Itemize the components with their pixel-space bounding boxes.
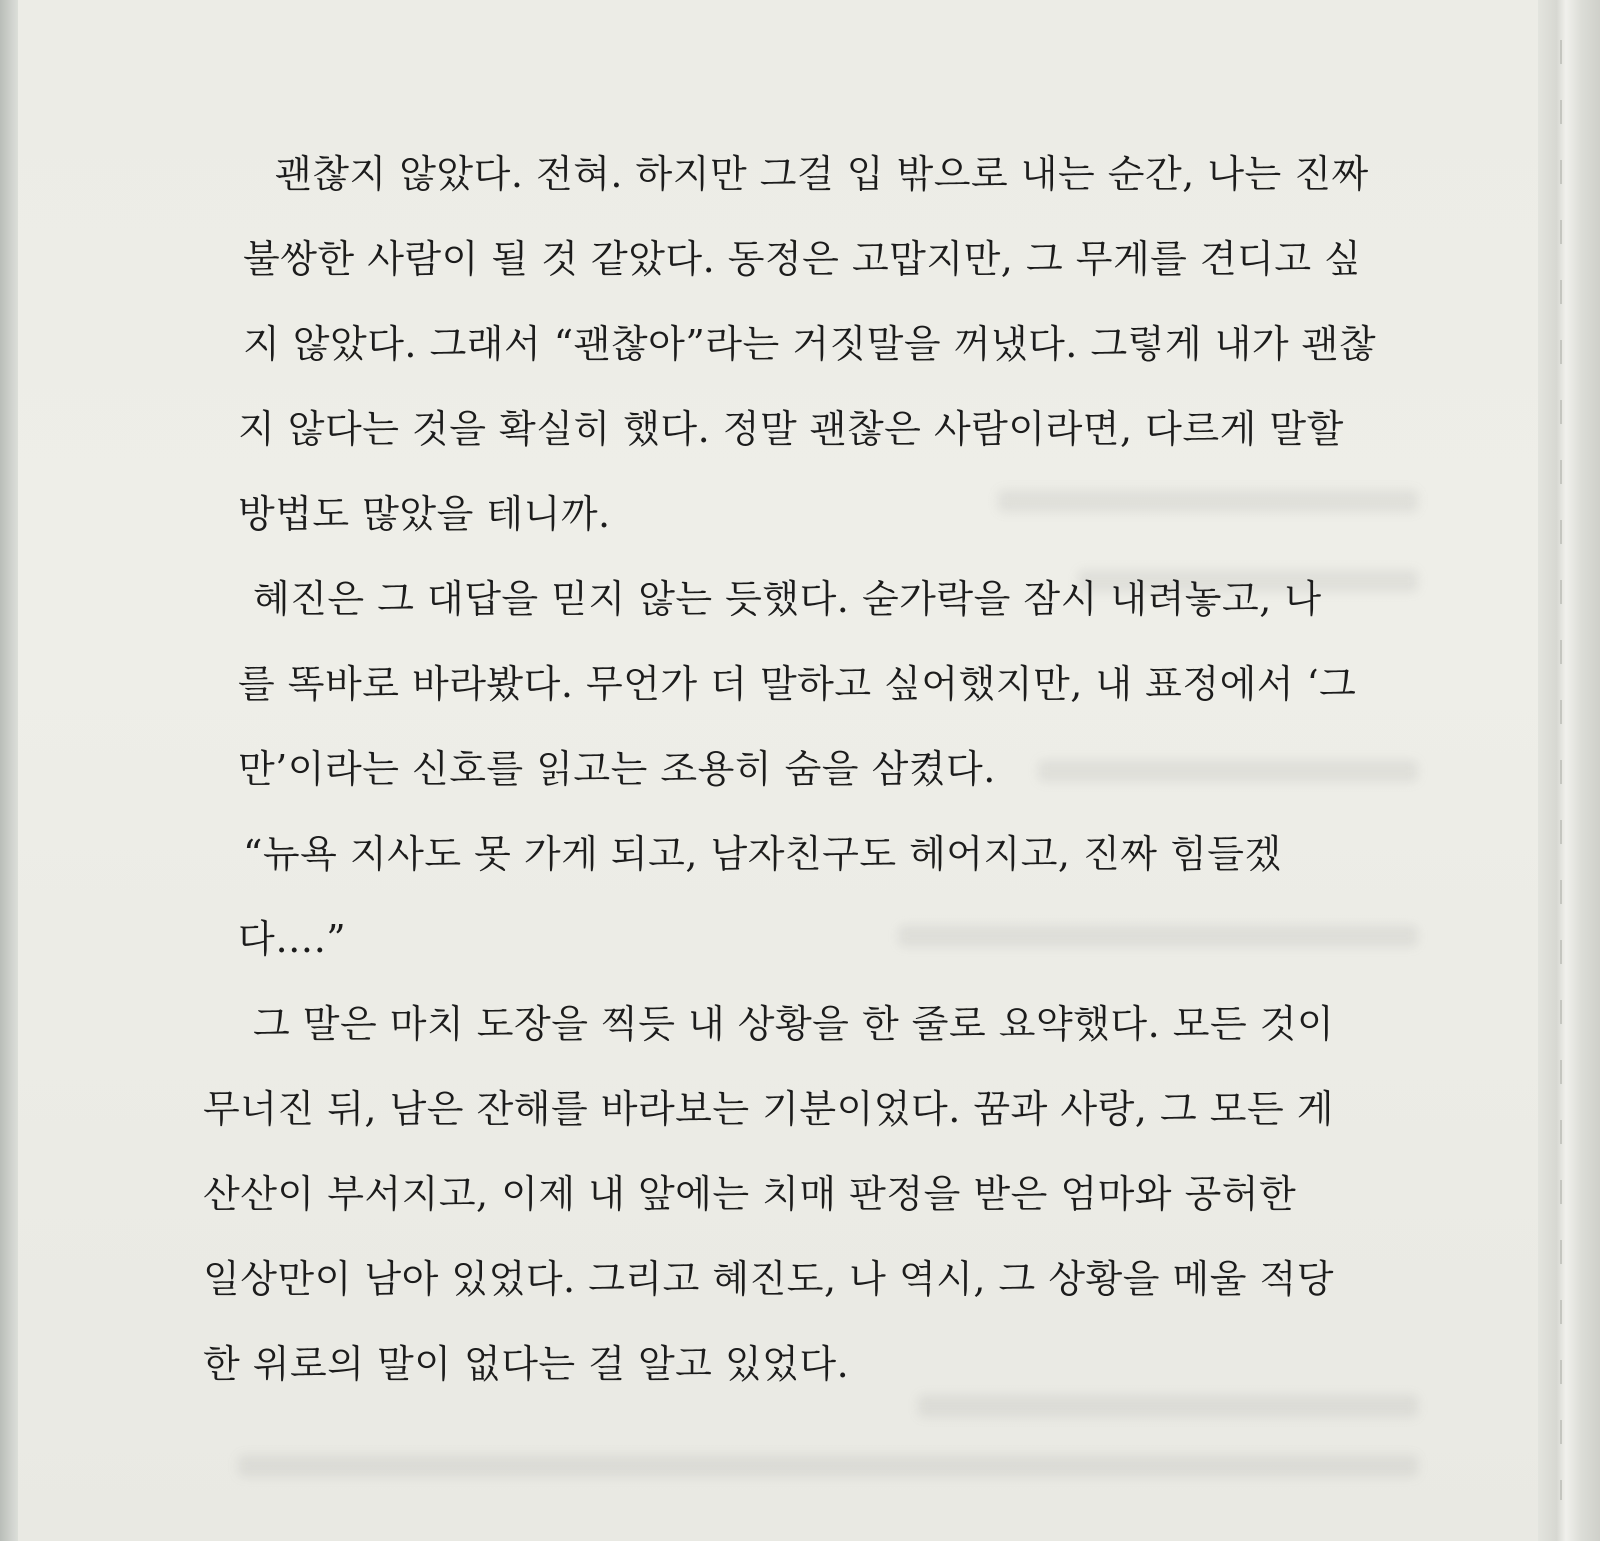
binding-stitch-line (1560, 40, 1562, 1500)
body-text (203, 132, 1423, 1407)
text-line: 무너진 뒤, 남은 잔해를 바라보는 기분이었다. 꿈과 사랑, 그 모든 게 (203, 1087, 1334, 1131)
text-line: 불쌍한 사람이 될 것 같았다. 동정은 고맙지만, 그 무게를 견디고 싶 (243, 237, 1362, 281)
text-line: 한 위로의 말이 없다는 걸 알고 있었다. (203, 1342, 850, 1386)
text-line: 방법도 많았을 테니까. (238, 492, 611, 536)
text-line: 다….” (238, 917, 347, 961)
book-binding-edge (1538, 0, 1600, 1541)
text-line: “뉴욕 지사도 못 가게 되고, 남자친구도 헤어지고, 진짜 힘들겠 (243, 832, 1282, 876)
text-line: 괜찮지 않았다. 전혀. 하지만 그걸 입 밖으로 내는 순간, 나는 진짜 (275, 152, 1369, 196)
show-through-text (238, 1455, 1418, 1477)
text-line: 지 않다는 것을 확실히 했다. 정말 괜찮은 사람이라면, 다르게 말할 (238, 407, 1344, 451)
text-line: 산산이 부서지고, 이제 내 앞에는 치매 판정을 받은 엄마와 공허한 (203, 1172, 1297, 1216)
text-line: 그 말은 마치 도장을 찍듯 내 상황을 한 줄로 요약했다. 모든 것이 (253, 1002, 1335, 1046)
text-line: 만’이라는 신호를 읽고는 조용히 숨을 삼켰다. (238, 747, 996, 791)
text-line: 지 않았다. 그래서 “괜찮아”라는 거짓말을 꺼냈다. 그렇게 내가 괜찮 (243, 322, 1377, 366)
text-line: 일상만이 남아 있었다. 그리고 혜진도, 나 역시, 그 상황을 메울 적당 (203, 1257, 1334, 1301)
text-line: 혜진은 그 대답을 믿지 않는 듯했다. 숟가락을 잠시 내려놓고, 나 (253, 577, 1322, 621)
text-line: 를 똑바로 바라봤다. 무언가 더 말하고 싶어했지만, 내 표정에서 ‘그 (238, 662, 1357, 706)
book-page (18, 0, 1540, 1541)
